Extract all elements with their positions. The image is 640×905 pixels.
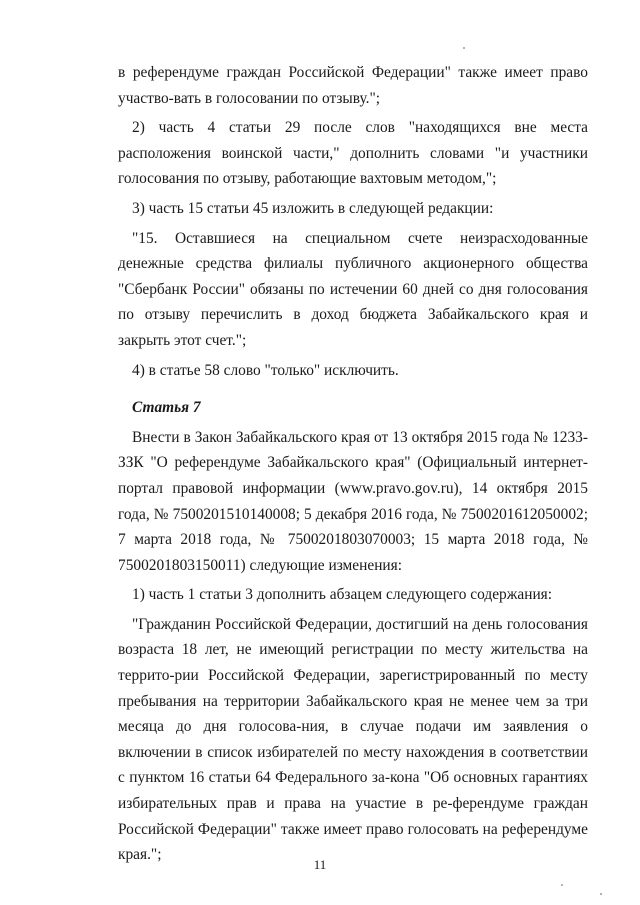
paragraph-item-1: 1) часть 1 статьи 3 дополнить абзацем следующего содержания: bbox=[132, 586, 553, 604]
paragraph-continuation: в референдуме граждан Российской Федерации" также имеет право участво-вать в голосовании по отзыву."; bbox=[118, 64, 588, 107]
article-heading: Статья 7 bbox=[132, 399, 201, 417]
scan-speck bbox=[463, 47, 465, 49]
paragraph-quoted-15: "15. Оставшиеся на специальном счете неизрасходованные денежные средства филиалы публичного акционерного общества "Сбербанк России" обязаны по истечении 60 дней со дня голосования по отзыву перечислить в доход бюджета Забайкальского края и закрыть этот счет."; bbox=[118, 229, 588, 349]
paragraph-quoted-citizen: "Гражданин Российской Федерации, достигший на день голосования возраста 18 лет, не имеющий регистрации по месту жительства на террито-рии Российской Федерации, зарегистрированный по месту пребывания на территории Забайкальского края не менее чем за три месяца до дня голосова-ния, в случае подачи им заявления о включении в список избирателей по месту нахождения в соответствии с пунктом 16 статьи 64 Федерального за-кона "Об основных гарантиях избирательных прав и права на участие в ре-ферендуме граждан Российской Федерации" также имеет право голосовать на референдуме края."; bbox=[118, 615, 588, 864]
document-body bbox=[118, 60, 588, 868]
page-number: 11 bbox=[313, 857, 327, 872]
paragraph-item-4: 4) в статье 58 слово "только" исключить. bbox=[132, 361, 399, 379]
paragraph-item-3: 3) часть 15 статьи 45 изложить в следующей редакции: bbox=[132, 199, 494, 217]
paragraph-item-2: 2) часть 4 статьи 29 после слов "находящихся вне места расположения воинской части," дополнить словами "и участники голосования по отзыву, работающие вахтовым методом,"; bbox=[118, 119, 588, 188]
scan-speck bbox=[561, 884, 563, 886]
scan-speck bbox=[600, 893, 602, 895]
paragraph-amendment-intro: Внести в Закон Забайкальского края от 13 октября 2015 года № 1233-ЗЗК "О референдуме Забайкальского края" (Официальный интернет-портал правовой информации (www.pravo.gov.ru), 14 октября 2015 года, № 7500201510140008; 5 декабря 2016 года, № 7500201612050002; 7 марта 2018 года, № 7500201803070003; 15 марта 2018 года, № 7500201803150011) следующие изменения: bbox=[118, 428, 588, 574]
